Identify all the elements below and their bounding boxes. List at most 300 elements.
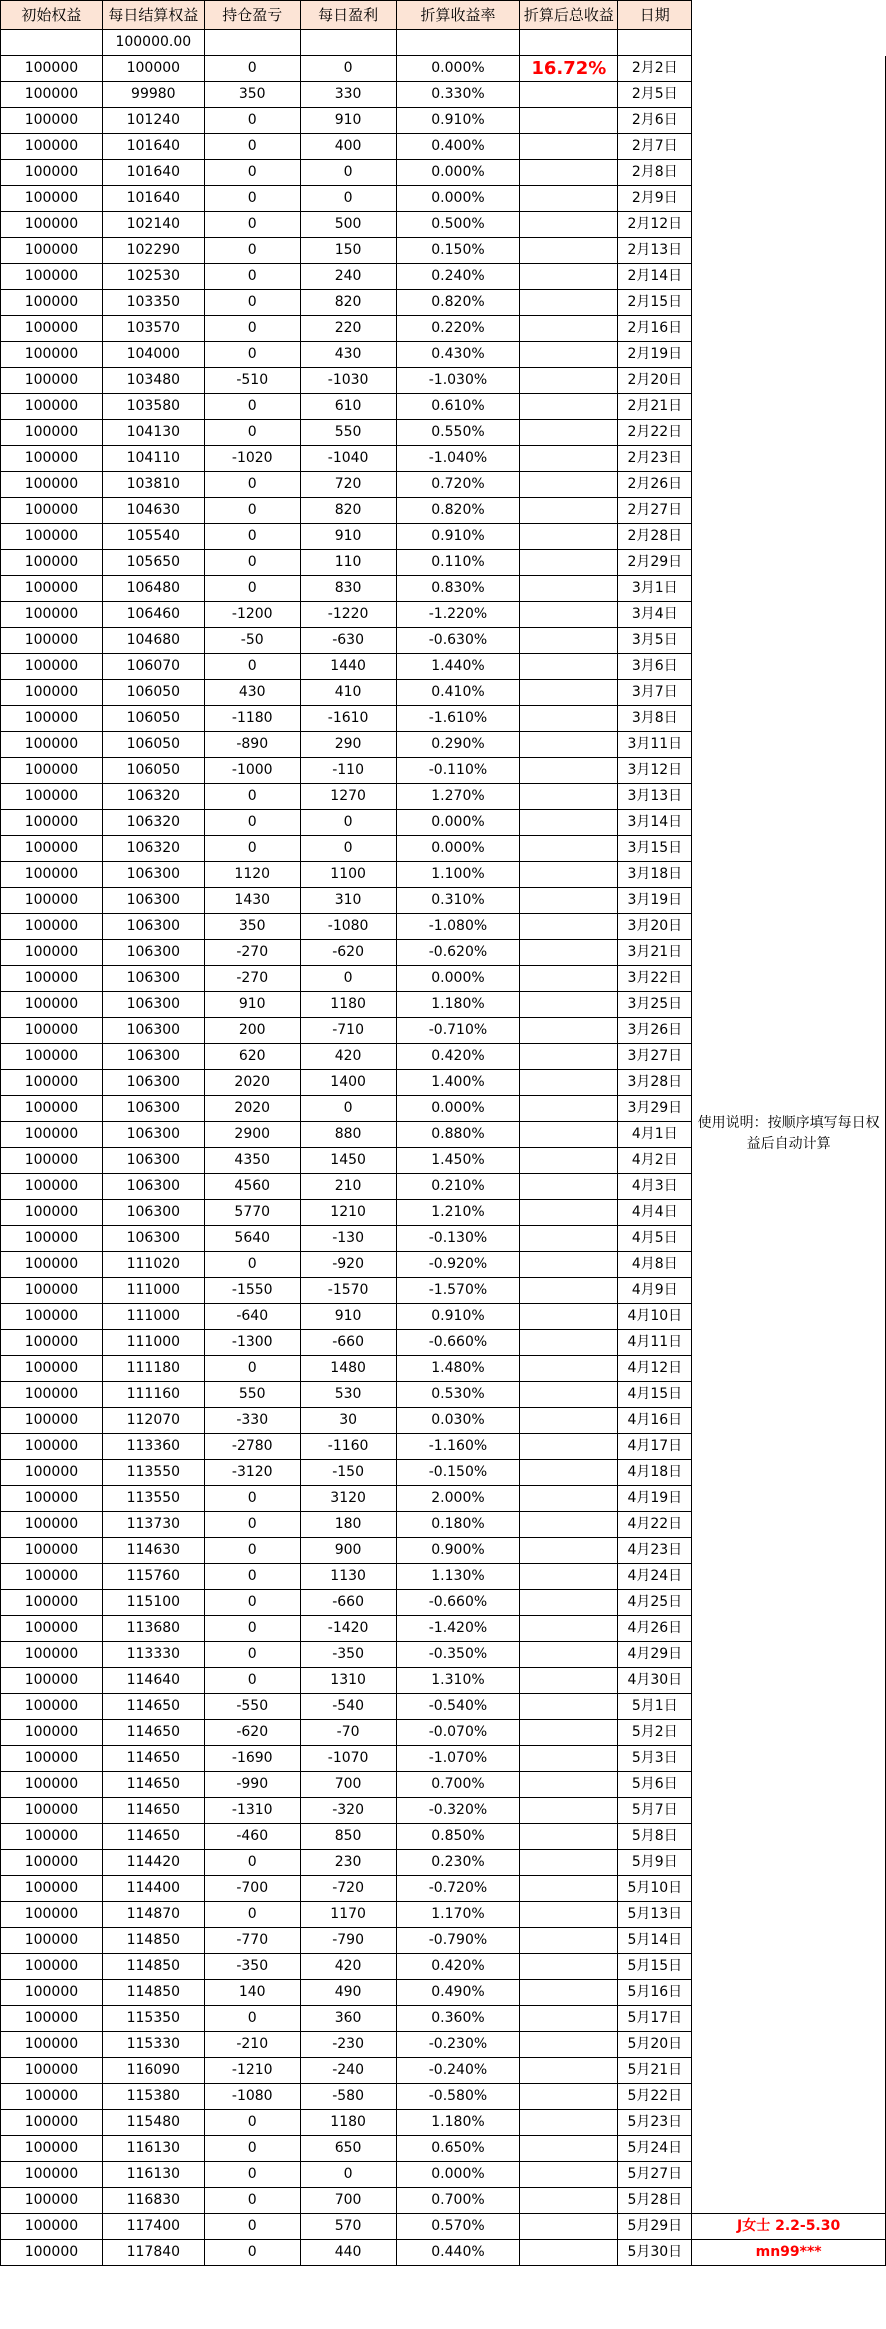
settlement-cell[interactable]: 103810 <box>102 472 204 498</box>
total-return-cell[interactable] <box>520 1694 618 1720</box>
position-pnl-cell[interactable]: 0 <box>204 1512 300 1538</box>
daily-profit-cell[interactable]: 0 <box>300 836 396 862</box>
date-cell[interactable]: 2月14日 <box>618 264 692 290</box>
daily-profit-cell[interactable]: -660 <box>300 1590 396 1616</box>
total-return-cell[interactable] <box>520 1824 618 1850</box>
initial-equity-cell[interactable]: 100000 <box>1 2136 103 2162</box>
settlement-cell[interactable]: 114650 <box>102 1720 204 1746</box>
return-rate-cell[interactable]: -1.220% <box>396 602 520 628</box>
date-cell[interactable]: 3月4日 <box>618 602 692 628</box>
date-cell[interactable]: 5月14日 <box>618 1928 692 1954</box>
date-cell[interactable]: 3月1日 <box>618 576 692 602</box>
total-return-cell[interactable] <box>520 758 618 784</box>
daily-profit-cell[interactable]: -70 <box>300 1720 396 1746</box>
settlement-cell[interactable]: 113360 <box>102 1434 204 1460</box>
initial-equity-cell[interactable]: 100000 <box>1 238 103 264</box>
settlement-cell[interactable]: 116130 <box>102 2162 204 2188</box>
total-return-cell[interactable] <box>520 576 618 602</box>
initial-equity-cell[interactable]: 100000 <box>1 420 103 446</box>
position-pnl-cell[interactable]: 1430 <box>204 888 300 914</box>
settlement-cell[interactable]: 106300 <box>102 1044 204 1070</box>
return-rate-cell[interactable]: 0.290% <box>396 732 520 758</box>
return-rate-cell[interactable]: 0.220% <box>396 316 520 342</box>
signature-id[interactable]: mn99*** <box>692 2240 886 2266</box>
position-pnl-cell[interactable]: 0 <box>204 1538 300 1564</box>
position-pnl-cell[interactable]: -890 <box>204 732 300 758</box>
total-return-cell[interactable] <box>520 602 618 628</box>
return-rate-cell[interactable]: 0.550% <box>396 420 520 446</box>
total-return-value[interactable]: 16.72% <box>520 56 618 82</box>
position-pnl-cell[interactable]: -550 <box>204 1694 300 1720</box>
total-return-cell[interactable] <box>520 2162 618 2188</box>
initial-equity-cell[interactable]: 100000 <box>1 706 103 732</box>
return-rate-cell[interactable]: 0.880% <box>396 1122 520 1148</box>
total-return-cell[interactable] <box>520 1512 618 1538</box>
return-rate-cell[interactable]: -1.030% <box>396 368 520 394</box>
initial-equity-cell[interactable]: 100000 <box>1 1954 103 1980</box>
position-pnl-cell[interactable]: -460 <box>204 1824 300 1850</box>
return-rate-cell[interactable]: 0.530% <box>396 1382 520 1408</box>
date-cell[interactable]: 3月21日 <box>618 940 692 966</box>
total-return-cell[interactable] <box>520 2032 618 2058</box>
return-rate-cell[interactable]: 0.500% <box>396 212 520 238</box>
settlement-cell[interactable]: 103350 <box>102 290 204 316</box>
header-position-pnl[interactable]: 持仓盈亏 <box>204 1 300 30</box>
daily-profit-cell[interactable]: 0 <box>300 2162 396 2188</box>
daily-profit-cell[interactable]: 220 <box>300 316 396 342</box>
daily-profit-cell[interactable]: -1610 <box>300 706 396 732</box>
position-pnl-cell[interactable]: -1300 <box>204 1330 300 1356</box>
return-rate-cell[interactable]: 0.150% <box>396 238 520 264</box>
daily-profit-cell[interactable]: -150 <box>300 1460 396 1486</box>
date-cell[interactable]: 4月19日 <box>618 1486 692 1512</box>
return-rate-cell[interactable]: 1.270% <box>396 784 520 810</box>
return-rate-cell[interactable]: 0.000% <box>396 836 520 862</box>
date-cell[interactable]: 3月12日 <box>618 758 692 784</box>
daily-profit-cell[interactable]: 1400 <box>300 1070 396 1096</box>
position-pnl-cell[interactable]: 0 <box>204 1252 300 1278</box>
daily-profit-cell[interactable]: 440 <box>300 2240 396 2266</box>
total-return-cell[interactable] <box>520 472 618 498</box>
total-return-cell[interactable] <box>520 342 618 368</box>
date-cell[interactable]: 3月19日 <box>618 888 692 914</box>
settlement-cell[interactable]: 106300 <box>102 862 204 888</box>
position-pnl-cell[interactable]: 0 <box>204 2162 300 2188</box>
total-return-cell[interactable] <box>520 2084 618 2110</box>
total-return-cell[interactable] <box>520 2058 618 2084</box>
date-cell[interactable]: 5月21日 <box>618 2058 692 2084</box>
settlement-cell[interactable]: 114650 <box>102 1746 204 1772</box>
daily-profit-cell[interactable]: -540 <box>300 1694 396 1720</box>
date-cell[interactable]: 5月23日 <box>618 2110 692 2136</box>
daily-profit-cell[interactable]: 1480 <box>300 1356 396 1382</box>
position-pnl-cell[interactable]: 0 <box>204 2006 300 2032</box>
daily-profit-cell[interactable]: 0 <box>300 56 396 82</box>
position-pnl-cell[interactable]: 0 <box>204 1902 300 1928</box>
settlement-cell[interactable]: 114870 <box>102 1902 204 1928</box>
return-rate-cell[interactable]: -1.040% <box>396 446 520 472</box>
date-cell[interactable]: 5月13日 <box>618 1902 692 1928</box>
daily-profit-cell[interactable]: 610 <box>300 394 396 420</box>
total-return-cell[interactable] <box>520 524 618 550</box>
total-return-cell[interactable] <box>520 2136 618 2162</box>
total-return-cell[interactable] <box>520 550 618 576</box>
cell[interactable]: 100000.00 <box>102 30 204 56</box>
daily-profit-cell[interactable]: 700 <box>300 2188 396 2214</box>
position-pnl-cell[interactable]: 200 <box>204 1018 300 1044</box>
date-cell[interactable]: 5月3日 <box>618 1746 692 1772</box>
total-return-cell[interactable] <box>520 914 618 940</box>
settlement-cell[interactable]: 100000 <box>102 56 204 82</box>
initial-equity-cell[interactable]: 100000 <box>1 2084 103 2110</box>
return-rate-cell[interactable]: 0.700% <box>396 1772 520 1798</box>
settlement-cell[interactable]: 106300 <box>102 888 204 914</box>
position-pnl-cell[interactable]: -3120 <box>204 1460 300 1486</box>
position-pnl-cell[interactable]: 0 <box>204 420 300 446</box>
position-pnl-cell[interactable]: 0 <box>204 1616 300 1642</box>
date-cell[interactable]: 5月2日 <box>618 1720 692 1746</box>
daily-profit-cell[interactable]: 850 <box>300 1824 396 1850</box>
daily-profit-cell[interactable]: 110 <box>300 550 396 576</box>
daily-profit-cell[interactable]: -710 <box>300 1018 396 1044</box>
position-pnl-cell[interactable]: -1690 <box>204 1746 300 1772</box>
total-return-cell[interactable] <box>520 1902 618 1928</box>
daily-profit-cell[interactable]: 430 <box>300 342 396 368</box>
return-rate-cell[interactable]: 0.360% <box>396 2006 520 2032</box>
date-cell[interactable]: 4月8日 <box>618 1252 692 1278</box>
initial-equity-cell[interactable]: 100000 <box>1 264 103 290</box>
header-daily-settlement[interactable]: 每日结算权益 <box>102 1 204 30</box>
return-rate-cell[interactable]: 0.000% <box>396 966 520 992</box>
settlement-cell[interactable]: 111000 <box>102 1304 204 1330</box>
daily-profit-cell[interactable]: 1310 <box>300 1668 396 1694</box>
initial-equity-cell[interactable]: 100000 <box>1 134 103 160</box>
daily-profit-cell[interactable]: -1030 <box>300 368 396 394</box>
position-pnl-cell[interactable]: 0 <box>204 524 300 550</box>
total-return-cell[interactable] <box>520 966 618 992</box>
position-pnl-cell[interactable]: 430 <box>204 680 300 706</box>
initial-equity-cell[interactable]: 100000 <box>1 1590 103 1616</box>
total-return-cell[interactable] <box>520 186 618 212</box>
return-rate-cell[interactable]: 0.910% <box>396 524 520 550</box>
header-total-return[interactable]: 折算后总收益 <box>520 1 618 30</box>
total-return-cell[interactable] <box>520 1018 618 1044</box>
settlement-cell[interactable]: 106050 <box>102 758 204 784</box>
date-cell[interactable]: 3月7日 <box>618 680 692 706</box>
cell[interactable] <box>1 30 103 56</box>
position-pnl-cell[interactable]: 0 <box>204 1668 300 1694</box>
date-cell[interactable]: 2月23日 <box>618 446 692 472</box>
settlement-cell[interactable]: 102140 <box>102 212 204 238</box>
daily-profit-cell[interactable]: 30 <box>300 1408 396 1434</box>
position-pnl-cell[interactable]: 0 <box>204 2188 300 2214</box>
date-cell[interactable]: 4月25日 <box>618 1590 692 1616</box>
initial-equity-cell[interactable]: 100000 <box>1 1928 103 1954</box>
return-rate-cell[interactable]: -0.230% <box>396 2032 520 2058</box>
date-cell[interactable]: 4月26日 <box>618 1616 692 1642</box>
daily-profit-cell[interactable]: 420 <box>300 1954 396 1980</box>
initial-equity-cell[interactable]: 100000 <box>1 628 103 654</box>
settlement-cell[interactable]: 104000 <box>102 342 204 368</box>
position-pnl-cell[interactable]: -270 <box>204 966 300 992</box>
total-return-cell[interactable] <box>520 82 618 108</box>
initial-equity-cell[interactable]: 100000 <box>1 680 103 706</box>
position-pnl-cell[interactable]: 0 <box>204 56 300 82</box>
daily-profit-cell[interactable]: 0 <box>300 186 396 212</box>
position-pnl-cell[interactable]: -2780 <box>204 1434 300 1460</box>
daily-profit-cell[interactable]: 240 <box>300 264 396 290</box>
settlement-cell[interactable]: 103480 <box>102 368 204 394</box>
position-pnl-cell[interactable]: 0 <box>204 836 300 862</box>
position-pnl-cell[interactable]: 0 <box>204 264 300 290</box>
position-pnl-cell[interactable]: 0 <box>204 1356 300 1382</box>
position-pnl-cell[interactable]: 0 <box>204 238 300 264</box>
return-rate-cell[interactable]: 0.180% <box>396 1512 520 1538</box>
daily-profit-cell[interactable]: -720 <box>300 1876 396 1902</box>
daily-profit-cell[interactable]: -920 <box>300 1252 396 1278</box>
date-cell[interactable]: 4月17日 <box>618 1434 692 1460</box>
settlement-cell[interactable]: 115100 <box>102 1590 204 1616</box>
total-return-cell[interactable] <box>520 1772 618 1798</box>
daily-profit-cell[interactable]: 1270 <box>300 784 396 810</box>
initial-equity-cell[interactable]: 100000 <box>1 836 103 862</box>
settlement-cell[interactable]: 115380 <box>102 2084 204 2110</box>
initial-equity-cell[interactable]: 100000 <box>1 108 103 134</box>
daily-profit-cell[interactable]: 410 <box>300 680 396 706</box>
return-rate-cell[interactable]: 1.180% <box>396 2110 520 2136</box>
return-rate-cell[interactable]: -0.790% <box>396 1928 520 1954</box>
total-return-cell[interactable] <box>520 1278 618 1304</box>
date-cell[interactable]: 3月13日 <box>618 784 692 810</box>
settlement-cell[interactable]: 113730 <box>102 1512 204 1538</box>
initial-equity-cell[interactable]: 100000 <box>1 498 103 524</box>
position-pnl-cell[interactable]: -350 <box>204 1954 300 1980</box>
total-return-cell[interactable] <box>520 1980 618 2006</box>
settlement-cell[interactable]: 117400 <box>102 2214 204 2240</box>
daily-profit-cell[interactable]: -1420 <box>300 1616 396 1642</box>
position-pnl-cell[interactable]: 0 <box>204 498 300 524</box>
total-return-cell[interactable] <box>520 732 618 758</box>
total-return-cell[interactable] <box>520 1148 618 1174</box>
settlement-cell[interactable]: 111000 <box>102 1278 204 1304</box>
position-pnl-cell[interactable]: -210 <box>204 2032 300 2058</box>
initial-equity-cell[interactable]: 100000 <box>1 1356 103 1382</box>
settlement-cell[interactable]: 105540 <box>102 524 204 550</box>
settlement-cell[interactable]: 116130 <box>102 2136 204 2162</box>
date-cell[interactable]: 2月28日 <box>618 524 692 550</box>
position-pnl-cell[interactable]: 350 <box>204 914 300 940</box>
daily-profit-cell[interactable]: 1100 <box>300 862 396 888</box>
date-cell[interactable]: 3月18日 <box>618 862 692 888</box>
return-rate-cell[interactable]: 0.030% <box>396 1408 520 1434</box>
initial-equity-cell[interactable]: 100000 <box>1 1200 103 1226</box>
return-rate-cell[interactable]: 0.420% <box>396 1954 520 1980</box>
position-pnl-cell[interactable]: 620 <box>204 1044 300 1070</box>
daily-profit-cell[interactable]: -350 <box>300 1642 396 1668</box>
return-rate-cell[interactable]: -0.710% <box>396 1018 520 1044</box>
return-rate-cell[interactable]: 0.000% <box>396 186 520 212</box>
total-return-cell[interactable] <box>520 680 618 706</box>
position-pnl-cell[interactable]: 2900 <box>204 1122 300 1148</box>
return-rate-cell[interactable]: 0.650% <box>396 2136 520 2162</box>
return-rate-cell[interactable]: 1.450% <box>396 1148 520 1174</box>
settlement-cell[interactable]: 115480 <box>102 2110 204 2136</box>
total-return-cell[interactable] <box>520 498 618 524</box>
position-pnl-cell[interactable]: 140 <box>204 1980 300 2006</box>
initial-equity-cell[interactable]: 100000 <box>1 550 103 576</box>
initial-equity-cell[interactable]: 100000 <box>1 472 103 498</box>
date-cell[interactable]: 5月28日 <box>618 2188 692 2214</box>
initial-equity-cell[interactable]: 100000 <box>1 1044 103 1070</box>
settlement-cell[interactable]: 114650 <box>102 1694 204 1720</box>
settlement-cell[interactable]: 114640 <box>102 1668 204 1694</box>
date-cell[interactable]: 3月6日 <box>618 654 692 680</box>
initial-equity-cell[interactable]: 100000 <box>1 394 103 420</box>
return-rate-cell[interactable]: 0.430% <box>396 342 520 368</box>
date-cell[interactable]: 2月12日 <box>618 212 692 238</box>
return-rate-cell[interactable]: 0.000% <box>396 2162 520 2188</box>
return-rate-cell[interactable]: 0.310% <box>396 888 520 914</box>
return-rate-cell[interactable]: -0.920% <box>396 1252 520 1278</box>
return-rate-cell[interactable]: -1.080% <box>396 914 520 940</box>
total-return-cell[interactable] <box>520 1538 618 1564</box>
initial-equity-cell[interactable]: 100000 <box>1 1096 103 1122</box>
total-return-cell[interactable] <box>520 1798 618 1824</box>
date-cell[interactable]: 3月5日 <box>618 628 692 654</box>
position-pnl-cell[interactable]: 0 <box>204 550 300 576</box>
return-rate-cell[interactable]: -0.240% <box>396 2058 520 2084</box>
total-return-cell[interactable] <box>520 1304 618 1330</box>
initial-equity-cell[interactable]: 100000 <box>1 810 103 836</box>
initial-equity-cell[interactable]: 100000 <box>1 524 103 550</box>
initial-equity-cell[interactable]: 100000 <box>1 1174 103 1200</box>
settlement-cell[interactable]: 114650 <box>102 1772 204 1798</box>
total-return-cell[interactable] <box>520 1174 618 1200</box>
position-pnl-cell[interactable]: 910 <box>204 992 300 1018</box>
settlement-cell[interactable]: 101640 <box>102 186 204 212</box>
date-cell[interactable]: 3月25日 <box>618 992 692 1018</box>
total-return-cell[interactable] <box>520 316 618 342</box>
cell[interactable] <box>300 30 396 56</box>
total-return-cell[interactable] <box>520 212 618 238</box>
initial-equity-cell[interactable]: 100000 <box>1 290 103 316</box>
total-return-cell[interactable] <box>520 1200 618 1226</box>
initial-equity-cell[interactable]: 100000 <box>1 1746 103 1772</box>
return-rate-cell[interactable]: 0.910% <box>396 108 520 134</box>
return-rate-cell[interactable]: 0.610% <box>396 394 520 420</box>
total-return-cell[interactable] <box>520 420 618 446</box>
position-pnl-cell[interactable]: -700 <box>204 1876 300 1902</box>
return-rate-cell[interactable]: 0.820% <box>396 290 520 316</box>
settlement-cell[interactable]: 112070 <box>102 1408 204 1434</box>
date-cell[interactable]: 3月28日 <box>618 1070 692 1096</box>
initial-equity-cell[interactable]: 100000 <box>1 862 103 888</box>
settlement-cell[interactable]: 106480 <box>102 576 204 602</box>
daily-profit-cell[interactable]: 1450 <box>300 1148 396 1174</box>
return-rate-cell[interactable]: 0.830% <box>396 576 520 602</box>
date-cell[interactable]: 4月11日 <box>618 1330 692 1356</box>
initial-equity-cell[interactable]: 100000 <box>1 1434 103 1460</box>
date-cell[interactable]: 2月16日 <box>618 316 692 342</box>
settlement-cell[interactable]: 106300 <box>102 1200 204 1226</box>
settlement-cell[interactable]: 106050 <box>102 706 204 732</box>
settlement-cell[interactable]: 116830 <box>102 2188 204 2214</box>
initial-equity-cell[interactable]: 100000 <box>1 1538 103 1564</box>
settlement-cell[interactable]: 104630 <box>102 498 204 524</box>
total-return-cell[interactable] <box>520 1408 618 1434</box>
return-rate-cell[interactable]: -0.540% <box>396 1694 520 1720</box>
settlement-cell[interactable]: 106300 <box>102 1174 204 1200</box>
return-rate-cell[interactable]: 0.910% <box>396 1304 520 1330</box>
position-pnl-cell[interactable]: 0 <box>204 316 300 342</box>
total-return-cell[interactable] <box>520 628 618 654</box>
daily-profit-cell[interactable]: 530 <box>300 1382 396 1408</box>
return-rate-cell[interactable]: -0.720% <box>396 1876 520 1902</box>
total-return-cell[interactable] <box>520 1486 618 1512</box>
return-rate-cell[interactable]: 0.330% <box>396 82 520 108</box>
date-cell[interactable]: 3月20日 <box>618 914 692 940</box>
position-pnl-cell[interactable]: 0 <box>204 654 300 680</box>
total-return-cell[interactable] <box>520 1616 618 1642</box>
settlement-cell[interactable]: 114650 <box>102 1798 204 1824</box>
return-rate-cell[interactable]: -0.150% <box>396 1460 520 1486</box>
initial-equity-cell[interactable]: 100000 <box>1 966 103 992</box>
daily-profit-cell[interactable]: 290 <box>300 732 396 758</box>
daily-profit-cell[interactable]: 900 <box>300 1538 396 1564</box>
initial-equity-cell[interactable]: 100000 <box>1 1226 103 1252</box>
initial-equity-cell[interactable]: 100000 <box>1 732 103 758</box>
initial-equity-cell[interactable]: 100000 <box>1 1486 103 1512</box>
total-return-cell[interactable] <box>520 160 618 186</box>
return-rate-cell[interactable]: 1.180% <box>396 992 520 1018</box>
daily-profit-cell[interactable]: 490 <box>300 1980 396 2006</box>
position-pnl-cell[interactable]: -620 <box>204 1720 300 1746</box>
daily-profit-cell[interactable]: -1160 <box>300 1434 396 1460</box>
daily-profit-cell[interactable]: 150 <box>300 238 396 264</box>
date-cell[interactable]: 2月6日 <box>618 108 692 134</box>
date-cell[interactable]: 5月10日 <box>618 1876 692 1902</box>
return-rate-cell[interactable]: 0.000% <box>396 810 520 836</box>
position-pnl-cell[interactable]: 0 <box>204 290 300 316</box>
header-daily-profit[interactable]: 每日盈利 <box>300 1 396 30</box>
settlement-cell[interactable]: 106460 <box>102 602 204 628</box>
initial-equity-cell[interactable]: 100000 <box>1 1148 103 1174</box>
date-cell[interactable]: 2月21日 <box>618 394 692 420</box>
total-return-cell[interactable] <box>520 134 618 160</box>
date-cell[interactable]: 4月30日 <box>618 1668 692 1694</box>
initial-equity-cell[interactable]: 100000 <box>1 1252 103 1278</box>
date-cell[interactable]: 2月27日 <box>618 498 692 524</box>
position-pnl-cell[interactable]: 2020 <box>204 1070 300 1096</box>
position-pnl-cell[interactable]: 0 <box>204 2110 300 2136</box>
daily-profit-cell[interactable]: -240 <box>300 2058 396 2084</box>
return-rate-cell[interactable]: -0.660% <box>396 1590 520 1616</box>
daily-profit-cell[interactable]: 180 <box>300 1512 396 1538</box>
daily-profit-cell[interactable]: 1180 <box>300 992 396 1018</box>
position-pnl-cell[interactable]: -1080 <box>204 2084 300 2110</box>
return-rate-cell[interactable]: 0.490% <box>396 1980 520 2006</box>
total-return-cell[interactable] <box>520 1668 618 1694</box>
position-pnl-cell[interactable]: -330 <box>204 1408 300 1434</box>
return-rate-cell[interactable]: 0.420% <box>396 1044 520 1070</box>
position-pnl-cell[interactable]: 4560 <box>204 1174 300 1200</box>
initial-equity-cell[interactable]: 100000 <box>1 1772 103 1798</box>
daily-profit-cell[interactable]: 310 <box>300 888 396 914</box>
settlement-cell[interactable]: 102290 <box>102 238 204 264</box>
return-rate-cell[interactable]: -0.070% <box>396 1720 520 1746</box>
position-pnl-cell[interactable]: -1550 <box>204 1278 300 1304</box>
initial-equity-cell[interactable]: 100000 <box>1 1902 103 1928</box>
